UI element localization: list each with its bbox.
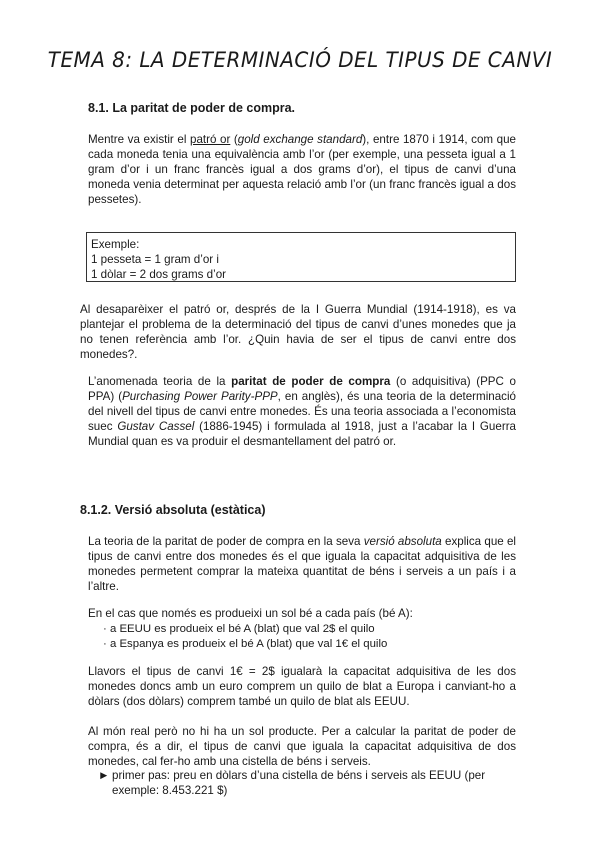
list-item: · a EEUU es produeix el bé A (blat) que val 2$ el quilo bbox=[103, 623, 375, 635]
patro-or-term: patró or bbox=[190, 133, 231, 146]
example-line-2: 1 dòlar = 2 dos grams d’or bbox=[91, 268, 227, 281]
list-item: · a Espanya es produeix el bé A (blat) que val 1€ el quilo bbox=[103, 638, 388, 650]
paragraph-single-good: En el cas que només es produeixi un sol bé a cada país (bé A): bbox=[88, 607, 413, 620]
paragraph-gold-standard: Mentre va existir el patró or (gold exchange standard), entre 1870 i 1914, com que cada moneda tenia una equivalència amb l’or (per exemple, una pesseta igual a 1 gram d’or i un franc francès igual a dos grams d’or), el tipus de canvi d’una moneda venia determinat per aquesta relació amb l’or (un franc francès igual a dos pessetes). bbox=[88, 133, 516, 206]
paragraph-after-gold-standard: Al desaparèixer el patró or, després de la I Guerra Mundial (1914-1918), es va plantejar el problema de la determinació del tipus de canvi d’unes monedes que ja no tenen referència amb l’or. ¿Quin havia de ser el tipus de canvi entre dos monedes?. bbox=[80, 303, 516, 361]
page-title: TEMA 8: LA DETERMINACIÓ DEL TIPUS DE CANVI bbox=[47, 48, 553, 72]
section-heading-8-1-2: 8.1.2. Versió absoluta (estàtica) bbox=[80, 503, 266, 517]
section-heading-8-1: 8.1. La paritat de poder de compra. bbox=[88, 101, 296, 115]
arrow-right-icon: ► bbox=[98, 769, 110, 782]
paragraph-ppp-theory: L’anomenada teoria de la paritat de poder de compra (o adquisitiva) (PPC o PPA) (Purchasing Power Parity-PPP, en anglès), és una teoria de la determinació del nivell del tipus de canvi entre monedes. És una teoria associada a l’economista suec Gustav Cassel (1886-1945) i formulada al 1918, just a l’acabar la I Guerra Mundial quan es va produir el desmantellament del patró or. bbox=[88, 375, 516, 448]
paragraph-absolute-version: La teoria de la paritat de poder de compra en la seva versió absoluta explica que el tipus de canvi entre dos monedes és el que iguala la capacitat adquisitiva de les monedes permetent comprar la mateixa quantitat de béns i serveis a un país i a l’altre. bbox=[88, 535, 516, 593]
example-line-1: 1 pesseta = 1 gram d’or i bbox=[91, 253, 219, 266]
paragraph-exchange-rate: Llavors el tipus de canvi 1€ = 2$ igualarà la capacitat adquisitiva de les dos monedes doncs amb un euro comprem un quilo de blat a Europa i canviant-ho a dòlars (dos dòlars) comprem també un quilo de blat als EEUU. bbox=[88, 665, 516, 708]
paragraph-real-world: Al món real però no hi ha un sol producte. Per a calcular la paritat de poder de compra, és a dir, el tipus de canvi que iguala la capacitat adquisitiva de dos monedes, cal fer-ho amb una cistella de béns i serveis. bbox=[88, 725, 516, 768]
example-label: Exemple: bbox=[91, 238, 140, 251]
arrow-list-item: ► primer pas: preu en dòlars d’una cistella de béns i serveis als EEUU (per exemple: 8.453.221 $) bbox=[98, 769, 486, 797]
example-box bbox=[86, 232, 516, 282]
